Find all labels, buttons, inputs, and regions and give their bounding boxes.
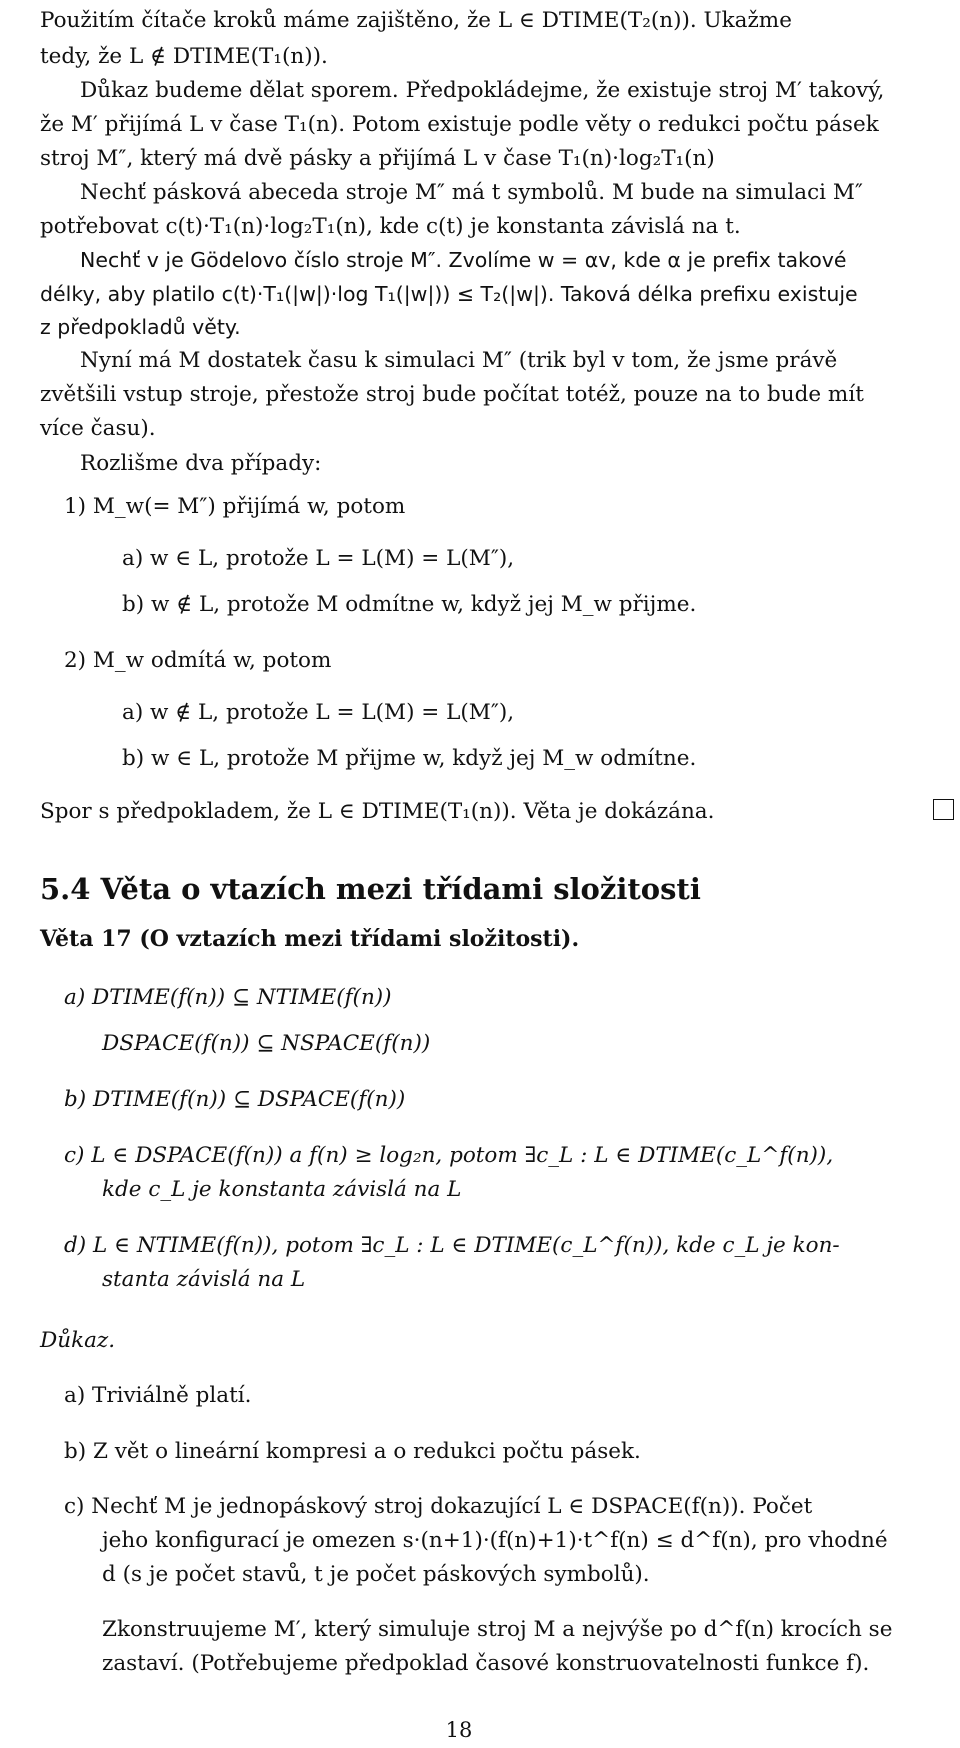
case-item: 2) M_w odmítá w, potom (64, 648, 332, 673)
text-line: tedy, že L ∉ DTIME(T₁(n)). (40, 44, 328, 69)
case-item: 1) M_w(= M″) přijímá w, potom (64, 494, 406, 519)
theorem-item: c) L ∈ DSPACE(f(n)) a f(n) ≥ log₂n, potom ∃c_L : L ∈ DTIME(c_L^f(n)), (64, 1143, 834, 1168)
case-subitem: a) w ∈ L, protože L = L(M) = L(M″), (122, 546, 515, 571)
theorem-title: Věta 17 (O vztazích mezi třídami složitosti). (40, 926, 580, 952)
text-line: délky, aby platilo c(t)·T₁(|w|)·log T₁(|w|)) ≤ T₂(|w|). Taková délka prefixu existuje (40, 282, 858, 306)
theorem-item: a) DTIME(f(n)) ⊆ NTIME(f(n)) (64, 985, 392, 1010)
text-line: Použitím čítače kroků máme zajištěno, že L ∈ DTIME(T₂(n)). Ukažme (40, 8, 792, 33)
text-line: Důkaz budeme dělat sporem. Předpokládejme, že existuje stroj M′ takový, (80, 78, 885, 103)
theorem-item: DSPACE(f(n)) ⊆ NSPACE(f(n)) (102, 1031, 431, 1056)
proof-item: b) Z vět o lineární kompresi a o redukci počtu pásek. (64, 1439, 641, 1464)
text-line: Rozlišme dva případy: (80, 451, 322, 476)
text-line: více času). (40, 416, 156, 441)
proof-item: a) Triviálně platí. (64, 1383, 252, 1408)
proof-item: Zkonstruujeme M′, který simuluje stroj M a nejvýše po d^f(n) krocích se (102, 1617, 893, 1642)
text-line: Nechť pásková abeceda stroje M″ má t symbolů. M bude na simulaci M″ (80, 180, 863, 205)
text-line: zvětšili vstup stroje, přestože stroj bude počítat totéž, pouze na to bude mít (40, 382, 864, 407)
proof-item: jeho konfigurací je omezen s·(n+1)·(f(n)+1)·t^f(n) ≤ d^f(n), pro vhodné (102, 1528, 888, 1553)
text-line: z předpokladů věty. (40, 315, 241, 339)
page-number: 18 (445, 1718, 473, 1742)
qed-box-icon (933, 799, 954, 820)
conclusion-line: Spor s předpokladem, že L ∈ DTIME(T₁(n)). Věta je dokázána. (40, 799, 715, 824)
text-line: stroj M″, který má dvě pásky a přijímá L v čase T₁(n)·log₂T₁(n) (40, 146, 715, 171)
theorem-item: b) DTIME(f(n)) ⊆ DSPACE(f(n)) (64, 1087, 406, 1112)
text-line: Nechť v je Gödelovo číslo stroje M″. Zvolíme w = αv, kde α je prefix takové (80, 248, 847, 272)
proof-label: Důkaz. (40, 1328, 116, 1353)
case-subitem: b) w ∉ L, protože M odmítne w, když jej M_w přijme. (122, 592, 697, 617)
proof-item: d (s je počet stavů, t je počet páskových symbolů). (102, 1562, 650, 1587)
case-subitem: a) w ∉ L, protože L = L(M) = L(M″), (122, 700, 515, 725)
section-heading: 5.4 Věta o vtazích mezi třídami složitosti (40, 872, 701, 906)
theorem-item: stanta závislá na L (102, 1267, 306, 1292)
page (40, 0, 958, 1748)
theorem-item: d) L ∈ NTIME(f(n)), potom ∃c_L : L ∈ DTIME(c_L^f(n)), kde c_L je kon- (64, 1233, 840, 1258)
proof-item: c) Nechť M je jednopáskový stroj dokazující L ∈ DSPACE(f(n)). Počet (64, 1494, 813, 1519)
text-line: Nyní má M dostatek času k simulaci M″ (trik byl v tom, že jsme právě (80, 348, 838, 373)
text-line: že M′ přijímá L v čase T₁(n). Potom existuje podle věty o redukci počtu pásek (40, 112, 879, 137)
proof-item: zastaví. (Potřebujeme předpoklad časové konstruovatelnosti funkce f). (102, 1651, 870, 1676)
text-line: potřebovat c(t)·T₁(n)·log₂T₁(n), kde c(t) je konstanta závislá na t. (40, 214, 741, 239)
theorem-item: kde c_L je konstanta závislá na L (102, 1177, 462, 1202)
case-subitem: b) w ∈ L, protože M přijme w, když jej M_w odmítne. (122, 746, 697, 771)
